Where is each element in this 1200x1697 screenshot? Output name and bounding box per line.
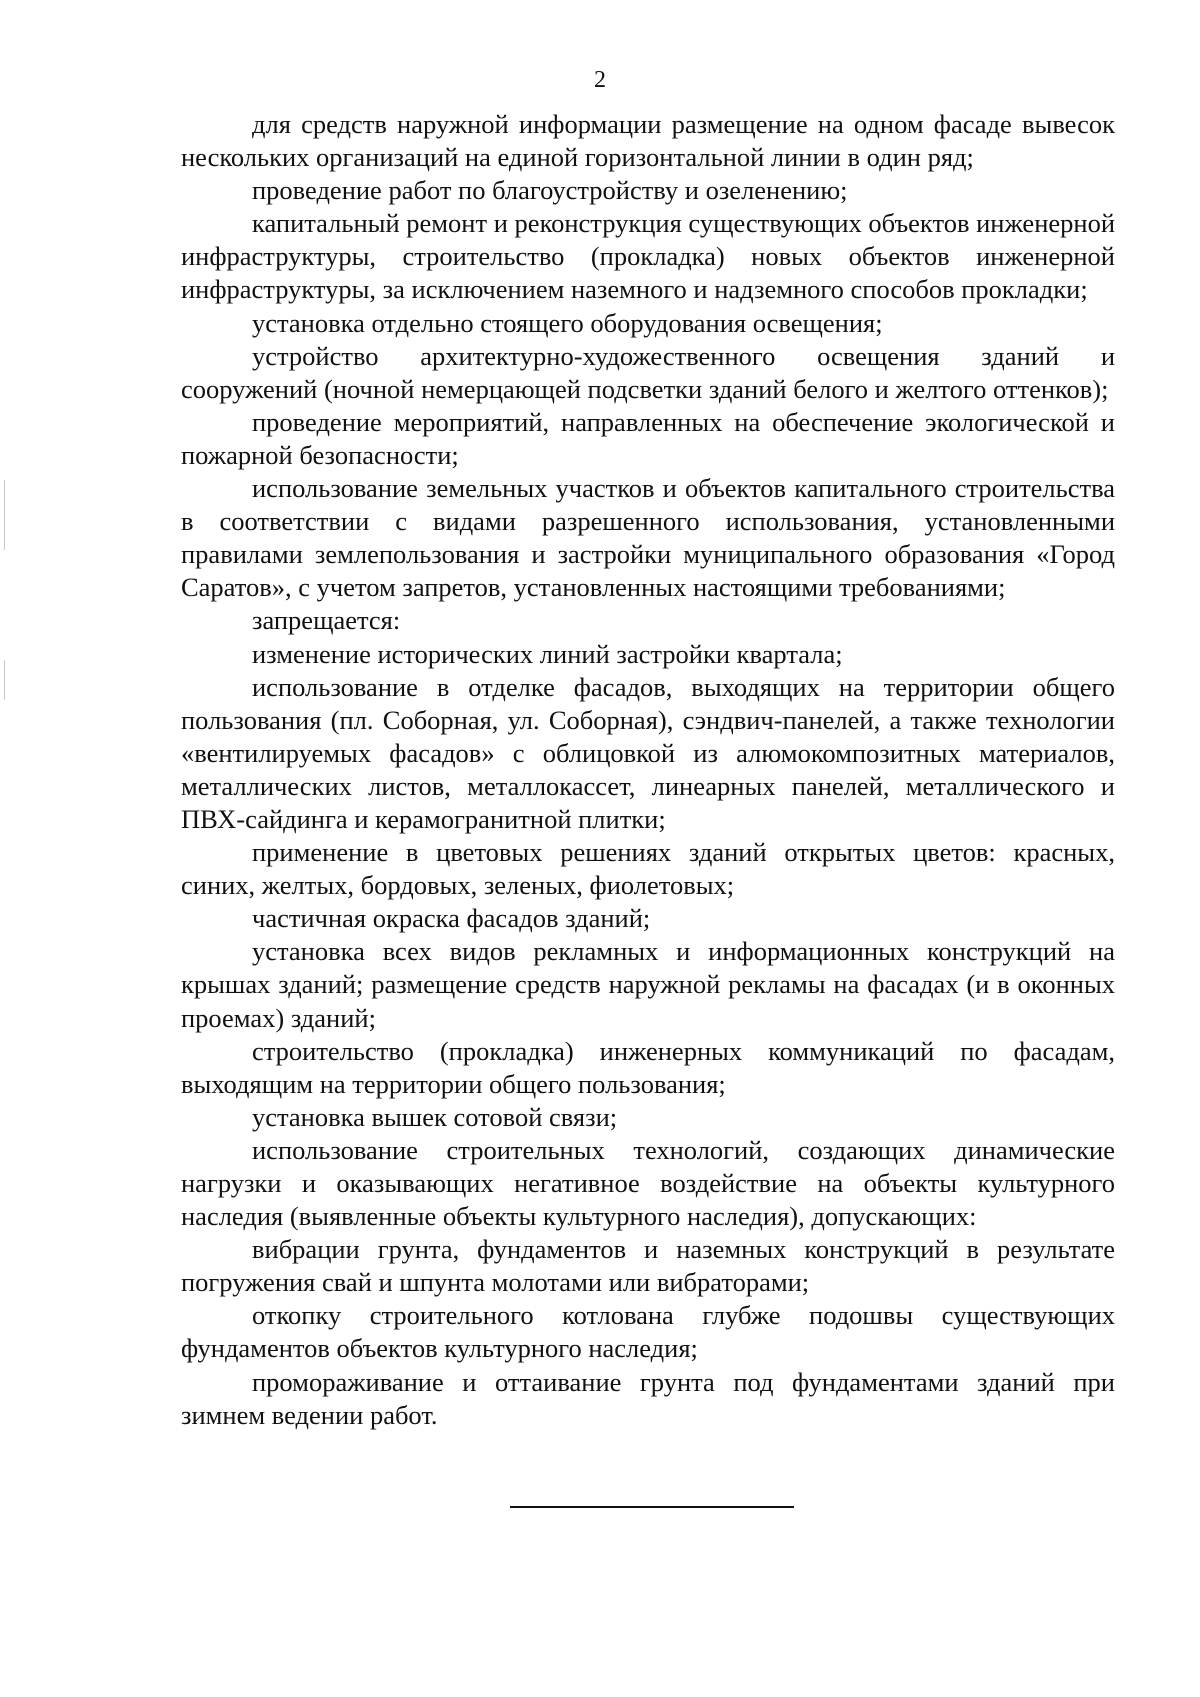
paragraph: капитальный ремонт и реконструкция существующих объектов инженерной инфраструктуры, строительство (прокладка) новых объектов инженерной инфраструктуры, за исключением наземного и надземного способов прокладки; (181, 208, 1115, 305)
paragraph: изменение исторических линий застройки квартала; (252, 638, 843, 669)
paragraph: запрещается: (252, 605, 401, 636)
paragraph: применение в цветовых решениях зданий открытых цветов: красных, синих, желтых, бордовых, зеленых, фиолетовых; (181, 837, 1115, 901)
end-separator-line (510, 1506, 794, 1508)
paragraph: установка всех видов рекламных и информационных конструкций на крышах зданий; размещение средств наружной рекламы на фасадах (и в оконных проемах) зданий; (181, 936, 1115, 1033)
paragraph: промораживание и оттаивание грунта под фундаментами зданий при зимнем ведении работ. (181, 1366, 1115, 1430)
document-body (181, 108, 1115, 1432)
paragraph: использование строительных технологий, создающих динамические нагрузки и оказывающих негативное воздействие на объекты культурного наследия (выявленные объекты культурного наследия), допускающих: (181, 1134, 1115, 1232)
paragraph: проведение мероприятий, направленных на обеспечение экологической и пожарной безопасности; (181, 406, 1115, 470)
paragraph: установка отдельно стоящего оборудования освещения; (252, 307, 883, 338)
scan-edge-mark (4, 480, 5, 550)
page-number: 2 (594, 67, 606, 93)
paragraph: для средств наружной информации размещение на одном фасаде вывесок нескольких организаций на единой горизонтальной линии в один ряд; (181, 109, 1115, 173)
paragraph: строительство (прокладка) инженерных коммуникаций по фасадам, выходящим на территории общего пользования; (181, 1035, 1115, 1099)
paragraph: использование земельных участков и объектов капитального строительства в соответствии с видами разрешенного использования, установленными правилами землепользования и застройки муниципального образования «Город Саратов», с учетом запретов, установленных настоящими требованиями; (181, 473, 1115, 603)
paragraph: вибрации грунта, фундаментов и наземных конструкций в результате погружения свай и шпунта молотами или вибраторами; (181, 1234, 1115, 1298)
paragraph: частичная окраска фасадов зданий; (252, 903, 651, 934)
paragraph: устройство архитектурно-художественного освещения зданий и сооружений (ночной немерцающей подсветки зданий белого и желтого оттенков); (181, 340, 1115, 404)
paragraph: откопку строительного котлована глубже подошвы существующих фундаментов объектов культурного наследия; (181, 1300, 1115, 1364)
paragraph: использование в отделке фасадов, выходящих на территории общего пользования (пл. Соборная, ул. Соборная), сэндвич-панелей, а также технологии «вентилируемых фасадов» с облицовкой из алюмокомпозитных материалов, металлических листов, металлокассет, линеарных панелей, металлического и ПВХ-сайдинга и керамогранитной плитки; (181, 671, 1115, 834)
paragraph: проведение работ по благоустройству и озеленению; (252, 175, 848, 206)
paragraph: установка вышек сотовой связи; (252, 1101, 618, 1132)
scan-edge-mark (4, 660, 5, 700)
